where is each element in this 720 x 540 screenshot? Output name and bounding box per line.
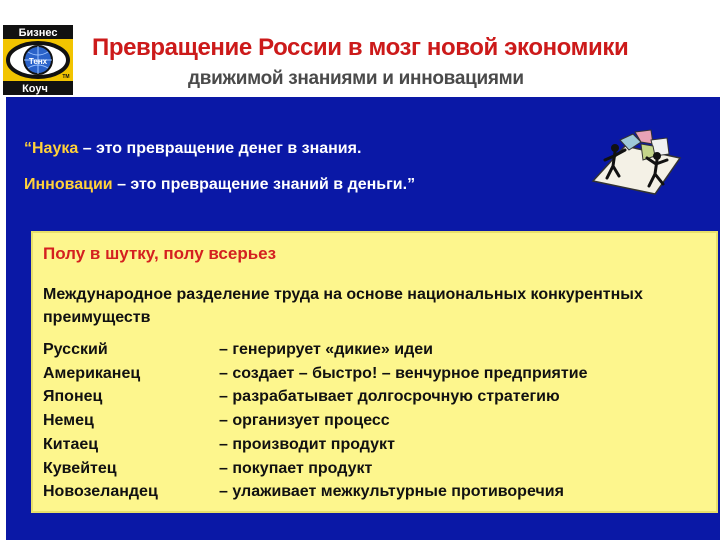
role-text: – создает – быстро! – венчурное предприятие [219, 365, 588, 382]
box-intro: Международное разделение труда на основе национальных конкурентных преимуществ [43, 286, 643, 326]
puzzle-people-icon [585, 126, 685, 196]
quote-line-2 [24, 176, 415, 194]
nation-label: Китаец [43, 436, 99, 453]
box-title: Полу в шутку, полу всерьез [43, 244, 277, 263]
role-text: – разрабатывает долгосрочную стратегию [219, 388, 560, 405]
role-text: – улаживает межкультурные противоречия [219, 483, 564, 500]
role-text: – производит продукт [219, 436, 395, 453]
quote-highlight-innovation: Инновации [24, 176, 113, 193]
role-text: – генерирует «дикие» идеи [219, 341, 433, 358]
role-text: – покупает продукт [219, 460, 373, 477]
business-coach-logo-icon [3, 25, 73, 95]
nation-label: Кувейтец [43, 460, 117, 477]
nation-label: Немец [43, 412, 94, 429]
role-text: – организует процесс [219, 412, 390, 429]
nation-label: Японец [43, 388, 103, 405]
page-title: Превращение России в мозг новой экономики [92, 34, 629, 61]
quote-text-2: – это превращение знаний в деньги.” [112, 176, 416, 193]
logo-bottom-text: Коуч [22, 83, 48, 95]
quote-highlight-science: “Наука [24, 140, 79, 157]
nation-label: Американец [43, 365, 141, 382]
logo-tm: TM [62, 74, 70, 80]
nation-label: Русский [43, 341, 108, 358]
page-subtitle: движимой знаниями и инновациями [188, 68, 524, 89]
logo-top-text: Бизнес [18, 27, 58, 39]
logo-center-text: Тенх [28, 57, 48, 66]
nation-label: Новозеландец [43, 483, 158, 500]
quote-line-1 [24, 140, 361, 158]
quote-text-1: – это превращение денег в знания. [78, 140, 362, 157]
